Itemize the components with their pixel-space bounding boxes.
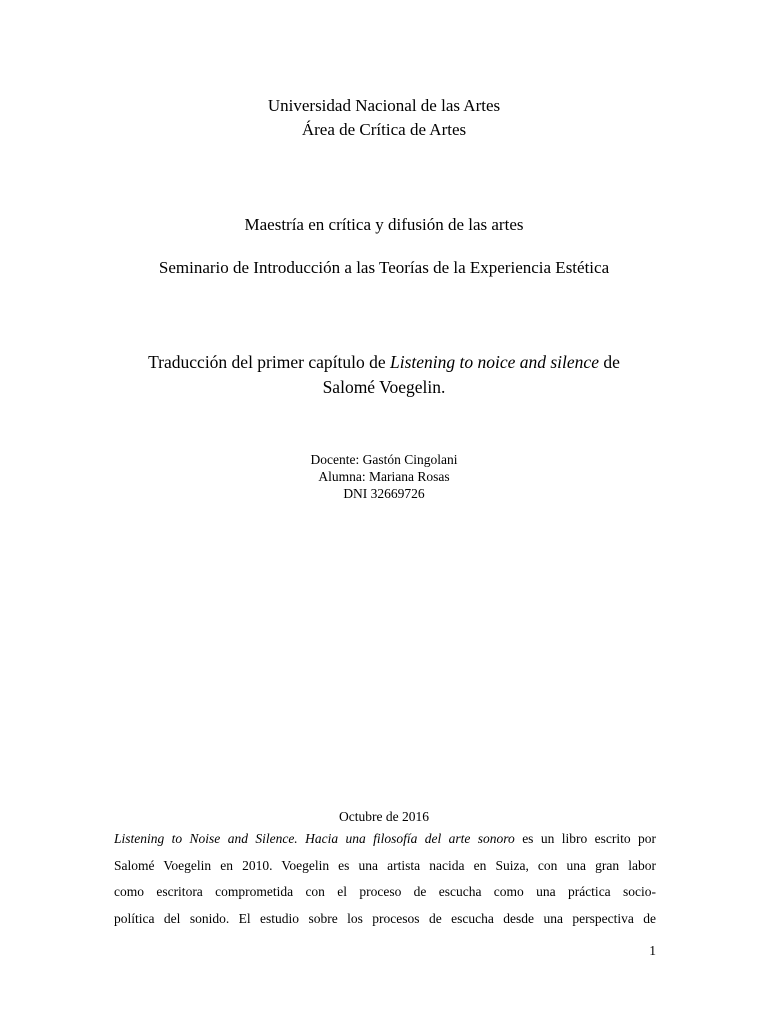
department-name: Área de Crítica de Artes [301,120,467,139]
body-line-1-rest: es un libro escrito por [514,831,656,846]
docente-line: Docente: Gastón Cingolani [310,452,458,467]
seminar-name: Seminario de Introducción a las Teorías de la Experiencia Estética [158,258,610,277]
document-title-line-2: Salomé Voegelin. [322,377,446,397]
title-suffix: de [598,352,620,372]
body-paragraph [114,826,656,932]
body-line-3: como escritora comprometida con el proceso de escucha como una práctica socio- [114,884,656,899]
body-line-2: Salomé Voegelin en 2010. Voegelin es una artista nacida en Suiza, con una gran labor [114,857,656,873]
document-date: Octubre de 2016 [339,809,429,824]
page-number: 1 [649,943,656,958]
dni-line: DNI 32669726 [343,486,425,501]
alumna-line: Alumna: Mariana Rosas [318,469,450,484]
book-title: Listening to noice and silence [389,352,599,372]
title-prefix: Traducción del primer capítulo de [148,352,390,372]
document-title-line-1 [0,350,768,374]
body-line-1 [114,826,656,853]
body-line-4: política del sonido. El estudio sobre los procesos de escucha desde una perspectiva de [114,910,656,926]
university-name: Universidad Nacional de las Artes [267,96,501,115]
body-book-title: Listening to Noise and Silence. Hacia una filosofía del arte sonoro [114,831,515,846]
master-program: Maestría en crítica y difusión de las artes [244,215,524,234]
